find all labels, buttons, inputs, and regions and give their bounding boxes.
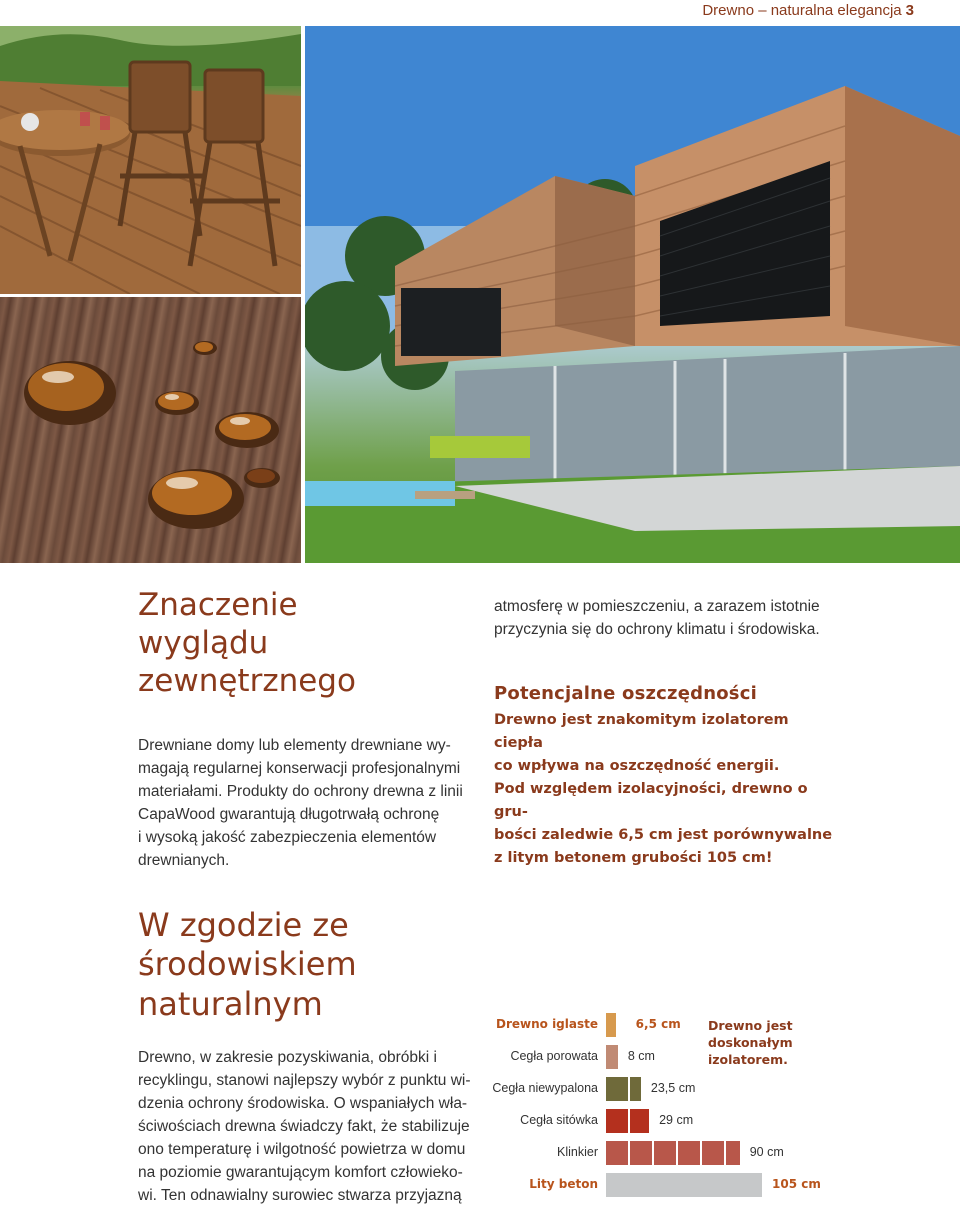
chart-value-label: 23,5 cm	[650, 1081, 696, 1095]
chart-category-label: Cegła porowata	[510, 1049, 598, 1063]
title-line: środowiskiem	[138, 945, 357, 984]
wooden-house-photo	[305, 26, 960, 563]
savings-line: z litym betonem grubości 105 cm!	[494, 850, 773, 866]
body-line: recyklingu, stanowi najlepszy wybór z punktu wi-	[138, 1072, 471, 1089]
page-number: 3	[905, 2, 914, 19]
chart-bar	[606, 1109, 649, 1133]
terrace-image	[0, 26, 301, 294]
savings-line: Drewno jest znakomitym izolatorem ciepła	[494, 712, 789, 751]
water-drops-image	[0, 297, 301, 563]
section-body-environment	[138, 1046, 478, 1207]
terrace-photo	[0, 26, 301, 294]
chart-value-label: 29 cm	[659, 1113, 694, 1127]
title-line: W zgodzie ze	[138, 906, 349, 944]
header-title: Drewno – naturalna elegancja	[702, 2, 902, 19]
title-line: naturalnym	[138, 984, 323, 1023]
continuation-text	[494, 595, 894, 641]
chart-bar	[606, 1045, 618, 1069]
water-drops-photo	[0, 297, 301, 563]
annotation-line: Drewno jest	[708, 1018, 793, 1033]
savings-heading: Potencjalne oszczędności	[494, 683, 757, 704]
body-line: przyczynia się do ochrony klimatu i środowiska.	[494, 621, 820, 638]
body-line: dzenia ochrony środowiska. O wspaniałych wła-	[138, 1095, 468, 1112]
running-header	[702, 2, 914, 19]
chart-bar	[606, 1173, 762, 1197]
body-line: CapaWood gwarantują długotrwałą ochronę	[138, 806, 440, 823]
body-line: materiałami. Produkty do ochrony drewna z linii	[138, 783, 463, 800]
section-title-appearance	[138, 586, 356, 700]
chart-category-label: Drewno iglaste	[496, 1017, 598, 1031]
title-line: wyglądu	[138, 625, 269, 662]
body-line: na poziomie gwarantującym komfort człowieko-	[138, 1164, 463, 1181]
body-line: wi. Ten odnawialny surowiec stwarza przyjazną	[138, 1187, 462, 1204]
body-line: ono temperaturę i wilgotność powietrza w domu	[138, 1141, 466, 1158]
chart-value-label: 105 cm	[772, 1177, 821, 1191]
chart-category-label: Lity beton	[529, 1177, 598, 1191]
chart-annotation	[708, 1017, 868, 1068]
savings-line: Pod względem izolacyjności, drewno o gru-	[494, 781, 808, 820]
body-line: Drewno, w zakresie pozyskiwania, obróbki i	[138, 1049, 437, 1066]
savings-text	[494, 709, 834, 870]
title-line: zewnętrznego	[138, 663, 356, 700]
body-line: ściwościach drewna świadczy fakt, że stabilizuje	[138, 1118, 470, 1135]
annotation-line: doskonałym izolatorem.	[708, 1035, 793, 1067]
chart-value-label: 90 cm	[749, 1145, 784, 1159]
body-line: magają regularnej konserwacji profesjonalnymi	[138, 760, 461, 777]
chart-bar	[606, 1141, 740, 1165]
chart-category-label: Cegła sitówka	[520, 1113, 598, 1127]
savings-line: bości zaledwie 6,5 cm jest porównywalne	[494, 827, 833, 843]
title-line: Znaczenie	[138, 587, 298, 623]
savings-line: co wpływa na oszczędność energii.	[494, 758, 780, 774]
chart-category-label: Cegła niewypalona	[492, 1081, 598, 1095]
chart-bar	[606, 1077, 641, 1101]
body-line: i wysoką jakość zabezpieczenia elementów	[138, 829, 437, 846]
section-body-appearance	[138, 734, 478, 872]
page-header	[0, 0, 960, 24]
chart-value-label: 6,5 cm	[635, 1017, 681, 1031]
body-line: Drewniane domy lub elementy drewniane wy-	[138, 737, 451, 754]
body-line: drewnianych.	[138, 852, 230, 869]
wooden-house-image	[305, 26, 960, 563]
body-line: atmosferę w pomieszczeniu, a zarazem istotnie	[494, 598, 820, 615]
chart-category-label: Klinkier	[557, 1145, 598, 1159]
chart-bar	[606, 1013, 616, 1037]
section-title-environment	[138, 906, 357, 1024]
chart-value-label: 8 cm	[627, 1049, 655, 1063]
